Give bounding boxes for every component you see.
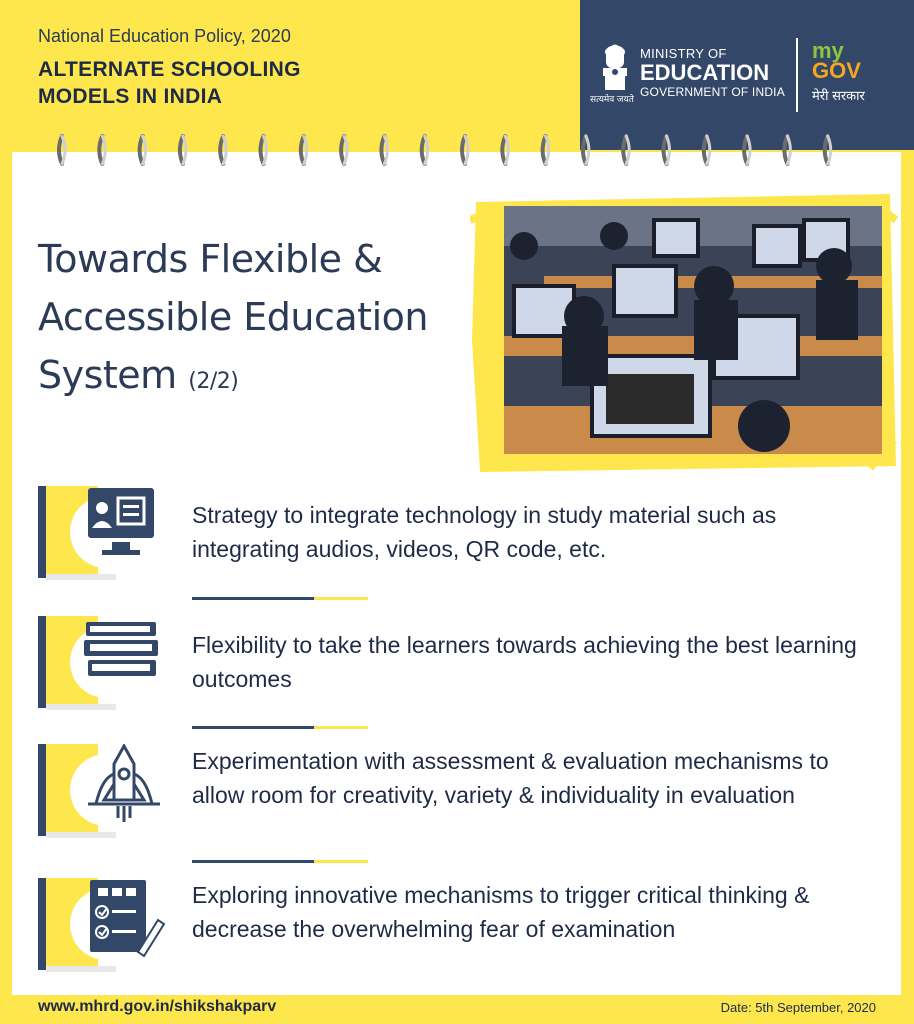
ring-icon — [462, 136, 468, 164]
main-title — [38, 230, 458, 411]
item-separator — [192, 726, 368, 729]
ministry-line2: EDUCATION — [640, 60, 770, 85]
computer-user-icon — [82, 486, 166, 570]
footer-date: Date: 5th September, 2020 — [720, 1000, 876, 1015]
main-title-text: Towards Flexible & Accessible Education System — [38, 237, 428, 397]
mygov-tagline: मेरी सरकार — [812, 88, 865, 103]
ring-icon — [381, 136, 387, 164]
mygov-logo — [812, 40, 908, 104]
spiral-binding-rings — [0, 128, 914, 172]
ring-icon — [744, 136, 750, 164]
ring-icon — [623, 136, 629, 164]
item-separator — [192, 860, 368, 863]
rocket-icon — [82, 744, 166, 828]
logo-divider — [796, 38, 798, 112]
ring-icon — [704, 136, 710, 164]
mygov-gov: GOV — [812, 58, 861, 83]
ring-icon — [59, 136, 65, 164]
ring-icon — [422, 136, 428, 164]
mygov-my: my — [812, 38, 844, 63]
ministry-line1: MINISTRY OF — [640, 46, 727, 61]
ring-icon — [543, 136, 549, 164]
ministry-line3: GOVERNMENT OF INDIA — [640, 85, 785, 99]
ring-icon — [220, 136, 226, 164]
ring-icon — [301, 136, 307, 164]
ring-icon — [502, 136, 508, 164]
item-text: Exploring innovative mechanisms to trigger critical thinking & decrease the overwhelming fear of examination — [192, 882, 810, 942]
ring-icon — [261, 136, 267, 164]
ring-icon — [140, 136, 146, 164]
ring-icon — [784, 136, 790, 164]
ring-icon — [99, 136, 105, 164]
emblem-caption: सत्यमेव जयते — [590, 94, 634, 104]
footer-url[interactable]: www.mhrd.gov.in/shikshakparv — [38, 998, 277, 1015]
ring-icon — [825, 136, 831, 164]
checklist-pencil-icon — [82, 878, 166, 962]
page-header-title — [38, 56, 301, 110]
item-separator — [192, 597, 368, 600]
header-title-line2: MODELS IN INDIA — [38, 85, 223, 108]
classroom-photo — [504, 206, 882, 454]
ring-icon — [583, 136, 589, 164]
item-text: Experimentation with assessment & evaluation mechanisms to allow room for creativity, variety & individuality in evaluation — [192, 748, 829, 808]
ring-icon — [180, 136, 186, 164]
item-text: Strategy to integrate technology in study material such as integrating audios, videos, QR code, etc. — [192, 502, 777, 562]
main-title-suffix: (2/2) — [188, 369, 239, 394]
ring-icon — [341, 136, 347, 164]
item-text: Flexibility to take the learners towards achieving the best learning outcomes — [192, 632, 857, 692]
header-title-line1: ALTERNATE SCHOOLING — [38, 58, 301, 81]
ring-icon — [664, 136, 670, 164]
policy-subtitle: National Education Policy, 2020 — [38, 26, 291, 46]
books-stack-icon — [82, 616, 166, 700]
